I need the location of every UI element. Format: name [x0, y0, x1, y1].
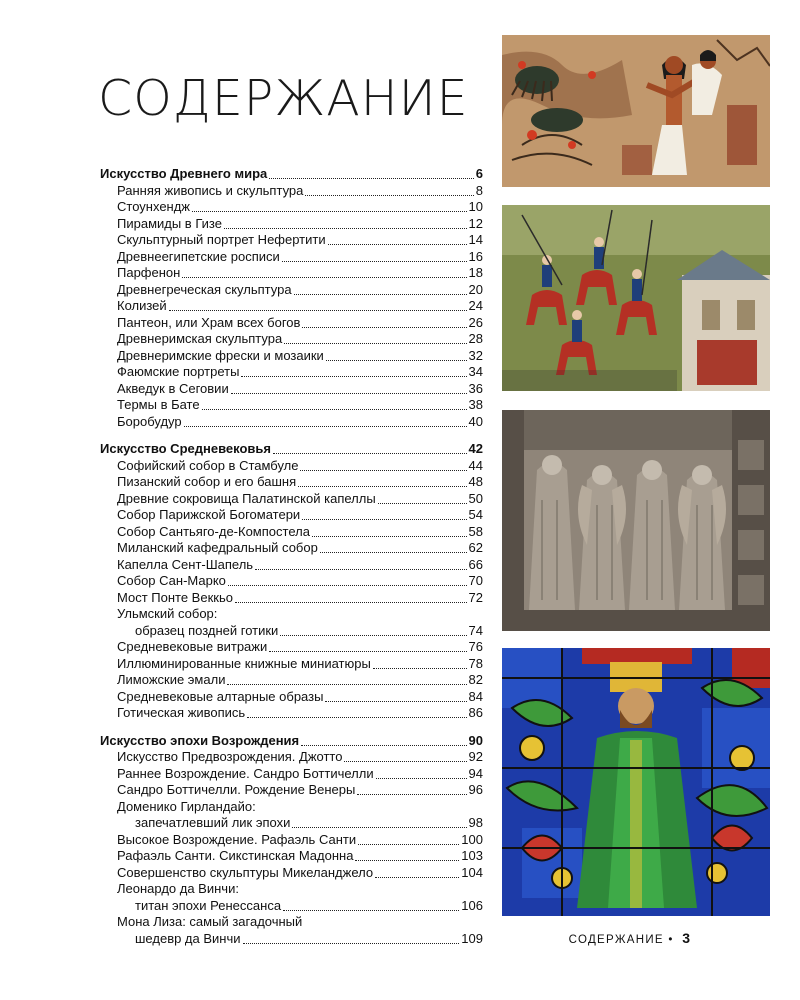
- dot-leader: [344, 749, 466, 762]
- toc-entry: [100, 689, 483, 706]
- toc-page-number: 50: [468, 490, 483, 506]
- toc-page-number: 66: [468, 556, 483, 572]
- toc-entry: [100, 414, 483, 431]
- toc-page-number: 54: [468, 507, 483, 522]
- toc-page-number: 82: [468, 672, 483, 687]
- toc-section: [100, 733, 483, 948]
- toc-page-number: 58: [468, 523, 483, 539]
- toc-entry: [100, 782, 483, 799]
- dot-leader: [358, 832, 459, 845]
- dot-leader: [355, 848, 459, 861]
- footer-bullet: •: [668, 934, 674, 946]
- toc-entry: [100, 216, 483, 233]
- dot-leader: [241, 364, 466, 377]
- toc-entry-title: образец поздней готики: [135, 622, 279, 638]
- toc-page-number: 96: [468, 782, 483, 797]
- toc-entry: [100, 265, 483, 282]
- toc-page-number: 103: [461, 848, 483, 863]
- dot-leader: [302, 507, 466, 520]
- toc-page-number: 72: [468, 589, 483, 605]
- toc-entry-title: запечатлевший лик эпохи: [135, 815, 291, 830]
- toc-entry-continuation: [100, 815, 483, 832]
- footer-label: СОДЕРЖАНИЕ: [568, 934, 664, 946]
- toc-entry-title: Пизанский собор и его башня: [117, 474, 297, 489]
- toc-page-number: 48: [468, 474, 483, 489]
- toc-page-number: 38: [468, 397, 483, 412]
- toc-entry-title: Сандро Боттичелли. Рождение Венеры: [117, 782, 356, 797]
- toc-page-number: 14: [468, 232, 483, 247]
- toc-entry-title: Средневековые алтарные образы: [117, 688, 324, 704]
- toc-entry: [100, 914, 483, 931]
- toc-entry: [100, 183, 483, 200]
- dot-leader: [255, 557, 466, 570]
- toc-entry: [100, 348, 483, 365]
- toc-page-number: 28: [468, 331, 483, 346]
- toc-entry: [100, 507, 483, 524]
- dot-leader: [320, 540, 467, 553]
- toc-entry: [100, 865, 483, 882]
- toc-page-number: 32: [468, 347, 483, 363]
- dot-leader: [282, 249, 467, 262]
- table-of-contents: [100, 166, 483, 958]
- toc-entry-continuation: [100, 931, 483, 948]
- dot-leader: [202, 397, 467, 410]
- toc-page-number: 18: [468, 265, 483, 280]
- toc-entry-title: Высокое Возрождение. Рафаэль Санти: [117, 831, 357, 847]
- cathedral-statues-image: [502, 410, 770, 631]
- toc-entry: [100, 249, 483, 266]
- toc-page-number: 106: [461, 897, 483, 913]
- toc-entry-title: Миланский кафедральный собор: [117, 540, 318, 555]
- toc-entry: [100, 749, 483, 766]
- toc-entry: [100, 282, 483, 299]
- toc-entry: [100, 298, 483, 315]
- toc-page-number: 86: [468, 705, 483, 720]
- toc-page-number: 84: [468, 688, 483, 704]
- toc-entry: [100, 364, 483, 381]
- medieval-miniature-image: [502, 205, 770, 391]
- dot-leader: [378, 491, 467, 504]
- toc-page-number: 70: [468, 573, 483, 588]
- toc-entry: [100, 397, 483, 414]
- toc-entry-title: Мост Понте Веккьо: [117, 589, 233, 605]
- toc-entry: [100, 524, 483, 541]
- toc-page-number: 74: [468, 622, 483, 638]
- toc-entry: [100, 672, 483, 689]
- toc-entry-title: Ульмский собор:: [117, 606, 218, 621]
- toc-page-number: 104: [461, 864, 483, 880]
- toc-entry: [100, 832, 483, 849]
- toc-entry-title: Собор Парижской Богоматери: [117, 507, 301, 522]
- dot-leader: [182, 265, 466, 278]
- toc-entry-title: Доменико Гирландайо:: [117, 798, 256, 814]
- toc-section-heading: [100, 166, 483, 183]
- dot-leader: [247, 705, 466, 718]
- toc-entry-title: Стоунхендж: [117, 199, 191, 214]
- toc-section-heading: [100, 733, 483, 750]
- toc-entry-title: Софийский собор в Стамбуле: [117, 457, 299, 473]
- dot-leader: [273, 441, 467, 454]
- toc-entry-continuation: [100, 898, 483, 915]
- toc-page-number: 44: [468, 457, 483, 473]
- toc-entry-title: Рафаэль Санти. Сикстинская Мадонна: [117, 848, 354, 863]
- dot-leader: [305, 183, 473, 196]
- dot-leader: [243, 931, 460, 944]
- toc-entry: [100, 331, 483, 348]
- toc-page-number: 100: [461, 831, 483, 847]
- toc-page-number: 78: [468, 655, 483, 671]
- dot-leader: [280, 623, 466, 636]
- toc-entry: [100, 590, 483, 607]
- toc-entry-title: Мона Лиза: самый загадочный: [117, 914, 303, 929]
- toc-entry-title: Парфенон: [117, 265, 181, 280]
- dot-leader: [292, 815, 466, 828]
- dot-leader: [192, 199, 467, 212]
- toc-entry: [100, 881, 483, 898]
- toc-entry-title: Пантеон, или Храм всех богов: [117, 314, 301, 330]
- toc-page-number: 98: [468, 815, 483, 830]
- toc-section-heading: [100, 441, 483, 458]
- toc-entry: [100, 458, 483, 475]
- toc-entry-title: Древнеримская скульптура: [117, 331, 283, 346]
- toc-page-number: 12: [468, 215, 483, 231]
- dot-leader: [302, 315, 466, 328]
- toc-entry-title: Искусство эпохи Возрождения: [100, 732, 300, 748]
- toc-entry: [100, 381, 483, 398]
- toc-entry: [100, 848, 483, 865]
- dot-leader: [375, 865, 459, 878]
- toc-page-number: 20: [468, 281, 483, 297]
- toc-entry-title: Иллюминированные книжные миниатюры: [117, 655, 371, 671]
- toc-entry-title: Лиможские эмали: [117, 672, 226, 687]
- toc-page-number: 40: [468, 413, 483, 429]
- toc-entry-title: титан эпохи Ренессанса: [135, 897, 282, 913]
- toc-entry: [100, 474, 483, 491]
- dot-leader: [284, 331, 466, 344]
- toc-entry-title: Искусство Предвозрождения. Джотто: [117, 749, 343, 764]
- toc-entry: [100, 315, 483, 332]
- page-number: 3: [682, 930, 690, 946]
- toc-entry-title: Раннее Возрождение. Сандро Боттичелли: [117, 765, 374, 781]
- toc-page-number: 34: [468, 364, 483, 379]
- toc-page-number: 36: [468, 380, 483, 396]
- toc-entry: [100, 606, 483, 623]
- dot-leader: [326, 348, 467, 361]
- egyptian-fresco-image: [502, 35, 770, 187]
- toc-entry: [100, 232, 483, 249]
- dot-leader: [376, 766, 467, 779]
- stained-glass-image: [502, 648, 770, 916]
- toc-entry: [100, 639, 483, 656]
- toc-entry-title: Совершенство скульптуры Микеланджело: [117, 864, 374, 880]
- toc-page-number: 24: [468, 298, 483, 313]
- dot-leader: [357, 782, 466, 795]
- toc-entry-title: Термы в Бате: [117, 397, 200, 412]
- toc-entry: [100, 705, 483, 722]
- toc-page-number: 42: [468, 441, 483, 456]
- toc-entry: [100, 799, 483, 816]
- toc-entry: [100, 766, 483, 783]
- dot-leader: [298, 474, 466, 487]
- toc-entry-title: Ранняя живопись и скульптура: [117, 182, 304, 198]
- dot-leader: [231, 381, 467, 394]
- toc-entry-title: Искусство Средневековья: [100, 441, 271, 456]
- toc-entry-title: Готическая живопись: [117, 705, 246, 720]
- dot-leader: [301, 733, 466, 746]
- toc-entry-title: Древнеегипетские росписи: [117, 248, 280, 264]
- dot-leader: [227, 672, 466, 685]
- toc-page-number: 109: [461, 930, 483, 946]
- dot-leader: [294, 282, 467, 295]
- dot-leader: [169, 298, 467, 311]
- dot-leader: [300, 458, 466, 471]
- toc-entry: [100, 199, 483, 216]
- toc-entry-title: Скульптурный портрет Нефертити: [117, 232, 326, 247]
- toc-entry-title: Средневековые витражи: [117, 639, 268, 654]
- dot-leader: [312, 524, 467, 537]
- dot-leader: [224, 216, 467, 229]
- dot-leader: [269, 166, 473, 179]
- toc-entry: [100, 557, 483, 574]
- toc-entry-title: Древнеримские фрески и мозаики: [117, 347, 324, 363]
- toc-entry: [100, 656, 483, 673]
- dot-leader: [328, 232, 467, 245]
- toc-entry-title: Боробудур: [117, 413, 182, 429]
- dot-leader: [228, 573, 467, 586]
- dot-leader: [325, 689, 466, 702]
- toc-entry-title: Древние сокровища Палатинской капеллы: [117, 490, 376, 506]
- toc-entry-title: Искусство Древнего мира: [100, 166, 268, 181]
- toc-page-number: 8: [475, 182, 483, 198]
- toc-page-number: 94: [468, 765, 483, 781]
- toc-entry-title: Древнегреческая скульптура: [117, 281, 292, 297]
- toc-page-number: 62: [468, 540, 483, 555]
- dot-leader: [373, 656, 467, 669]
- toc-page-number: 90: [468, 732, 483, 748]
- toc-entry-title: Пирамиды в Гизе: [117, 215, 222, 231]
- toc-entry-title: Фаюмские портреты: [117, 364, 240, 379]
- toc-entry-title: Собор Сантьяго-де-Компостела: [117, 523, 310, 539]
- toc-page-number: 76: [468, 639, 483, 654]
- dot-leader: [283, 898, 459, 911]
- toc-entry-continuation: [100, 623, 483, 640]
- toc-page-number: 10: [468, 199, 483, 214]
- toc-entry: [100, 573, 483, 590]
- toc-page-number: 92: [468, 749, 483, 764]
- toc-page-number: 16: [468, 248, 483, 264]
- toc-page-number: 6: [475, 166, 483, 181]
- toc-entry-title: Колизей: [117, 298, 167, 313]
- toc-entry-title: Собор Сан-Марко: [117, 573, 226, 588]
- page-title: СОДЕРЖАНИЕ: [98, 70, 469, 127]
- dot-leader: [184, 414, 467, 427]
- toc-entry-title: Леонардо да Винчи:: [117, 881, 239, 896]
- toc-section: [100, 441, 483, 722]
- toc-page-number: 26: [468, 314, 483, 330]
- page-footer: [569, 930, 690, 946]
- toc-entry: [100, 540, 483, 557]
- toc-entry: [100, 491, 483, 508]
- toc-section: [100, 166, 483, 430]
- toc-entry-title: шедевр да Винчи: [135, 930, 241, 946]
- toc-entry-title: Акведук в Сеговии: [117, 380, 229, 396]
- toc-entry-title: Капелла Сент-Шапель: [117, 556, 254, 572]
- dot-leader: [235, 590, 467, 603]
- dot-leader: [269, 639, 466, 652]
